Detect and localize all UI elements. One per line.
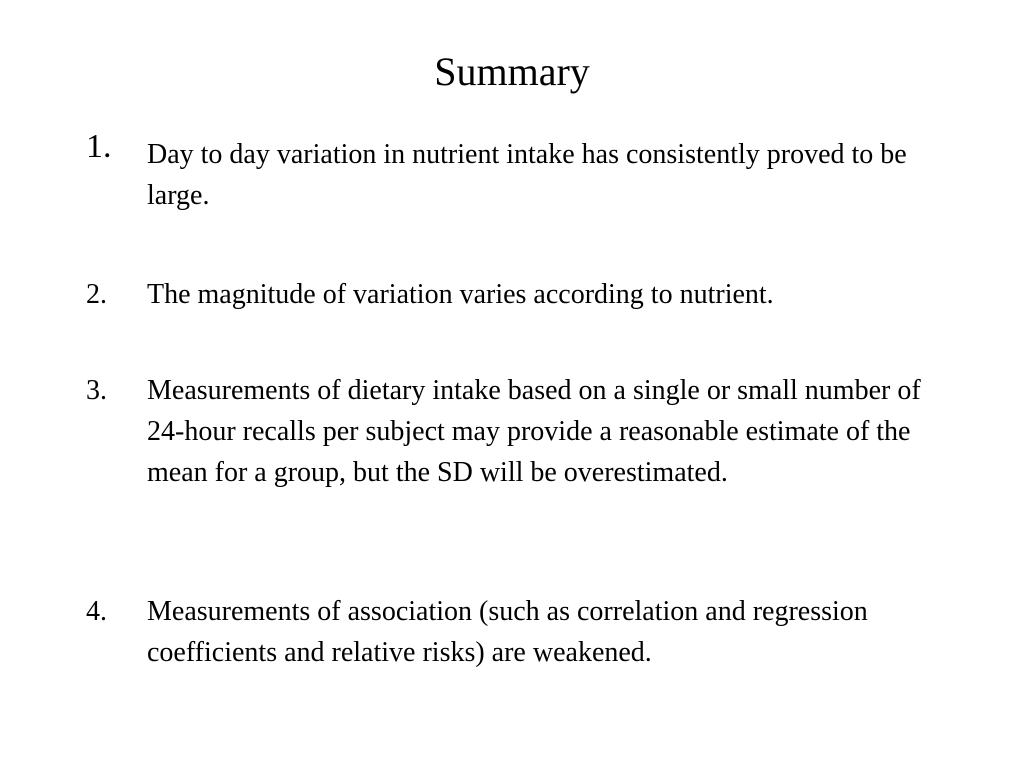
list-item-number: 2. xyxy=(86,279,107,310)
list-item-text: The magnitude of variation varies according to nutrient. xyxy=(147,279,774,310)
list-item-text: Measurements of association (such as correlation and regression coefficients and relative risks) are weakened. xyxy=(147,596,868,668)
list-item-number: 1. xyxy=(86,128,112,165)
list-item-text: Measurements of dietary intake based on a single or small number of 24-hour recalls per subject may provide a reasonable estimate of the mean for a group, but the SD will be overestimated. xyxy=(147,375,921,488)
list-item-number: 3. xyxy=(86,375,107,406)
list-item-number: 4. xyxy=(86,596,107,627)
slide-title: Summary xyxy=(434,49,590,94)
list-item-text: Day to day variation in nutrient intake has consistently proved to be large. xyxy=(147,139,907,211)
